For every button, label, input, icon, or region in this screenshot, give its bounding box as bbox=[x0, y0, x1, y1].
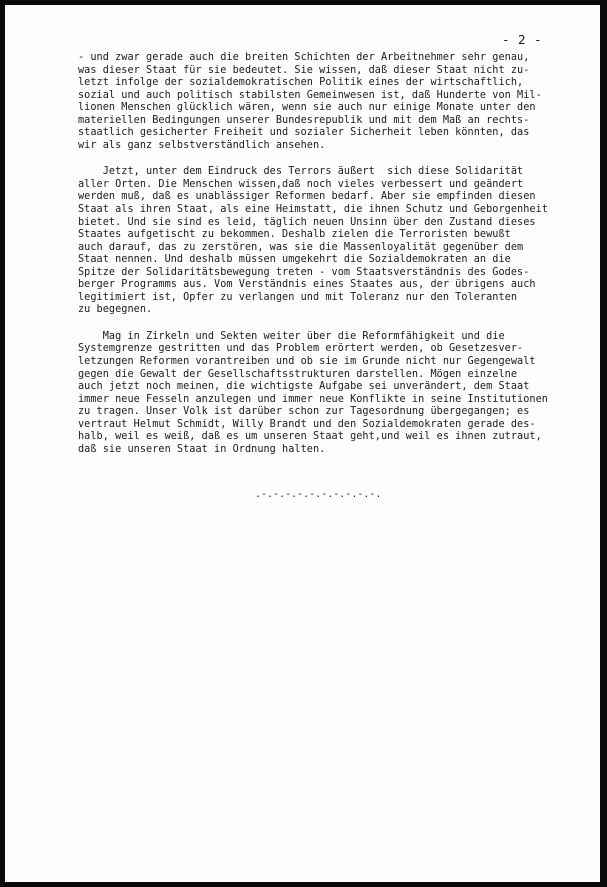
text-line: Spitze der Solidaritätsbewegung treten - vom Staatsverständnis des Godes- bbox=[78, 266, 530, 278]
text-line: Jetzt, unter dem Eindruck des Terrors äußert sich diese Solidarität bbox=[78, 166, 524, 178]
text-line: auch jetzt noch meinen, die wichtigste Aufgabe sei unverändert, dem Staat bbox=[78, 381, 530, 393]
text-line: wir als ganz selbstverständlich ansehen. bbox=[78, 139, 326, 151]
paragraph-3 bbox=[78, 331, 578, 456]
text-line: letzungen Reformen vorantreiben und ob sie im Grunde nicht nur Gegengewalt bbox=[78, 356, 536, 368]
text-line: immer neue Fesseln anzulegen und immer neue Konflikte in seine Institutionen bbox=[78, 393, 548, 405]
end-ornament: .-.-.-.-.-.-.-.-.-.-. bbox=[255, 489, 382, 500]
text-line: berger Programms aus. Vom Verständnis eines Staates aus, der übrigens auch bbox=[78, 279, 536, 291]
text-line: zu tragen. Unser Volk ist darüber schon zur Tagesordnung übergegangen; es bbox=[78, 406, 530, 418]
text-line: was dieser Staat für sie bedeutet. Sie wissen, daß dieser Staat nicht zu- bbox=[78, 64, 530, 76]
text-line: Staates aufgetischt zu bekommen. Deshalb zielen die Terroristen bewußt bbox=[78, 229, 511, 241]
text-line: vertraut Helmut Schmidt, Willy Brandt und den Sozialdemokraten gerade des- bbox=[78, 418, 536, 430]
text-line: halb, weil es weiß, daß es um unseren Staat geht,und weil es ihnen zutraut, bbox=[78, 431, 542, 443]
text-line: aller Orten. Die Menschen wissen,daß noch vieles verbessert und geändert bbox=[78, 178, 524, 190]
text-line: letzt infolge der sozialdemokratischen Politik eines der wirtschaftlich, bbox=[78, 77, 524, 89]
page-number: - 2 - bbox=[502, 32, 543, 47]
text-line: Mag in Zirkeln und Sekten weiter über die Reformfähigkeit und die bbox=[78, 330, 505, 342]
text-line: werden muß, daß es unablässiger Reformen bedarf. Aber sie empfinden diesen bbox=[78, 191, 536, 203]
text-line: daß sie unseren Staat in Ordnung halten. bbox=[78, 443, 326, 455]
text-line: staatlich gesicherter Freiheit und sozialer Sicherheit leben könnten, das bbox=[78, 127, 530, 139]
text-line: bietet. Und sie sind es leid, täglich neuen Unsinn über den Zustand dieses bbox=[78, 216, 536, 228]
paragraph-1 bbox=[78, 52, 578, 152]
text-line: Staat als ihren Staat, als eine Heimstatt, die ihnen Schutz und Geborgenheit bbox=[78, 204, 548, 216]
text-line: lionen Menschen glücklich wären, wenn sie auch nur einige Monate unter den bbox=[78, 102, 536, 114]
document-page bbox=[5, 5, 600, 882]
text-line: materiellen Bedingungen unserer Bundesrepublik und mit dem Maß an rechts- bbox=[78, 114, 530, 126]
paragraph-2 bbox=[78, 166, 578, 317]
text-line: Systemgrenze gestritten und das Problem erörtert werden, ob Gesetzesver- bbox=[78, 343, 524, 355]
text-line: gegen die Gewalt der Gesellschaftsstrukturen darstellen. Mögen einzelne bbox=[78, 368, 518, 380]
text-line: auch darauf, das zu zerstören, was sie die Massenloyalität gegenüber dem bbox=[78, 241, 524, 253]
text-line: Staat nennen. Und deshalb müssen umgekehrt die Sozialdemokraten an die bbox=[78, 254, 511, 266]
text-line: zu begegnen. bbox=[78, 304, 153, 316]
text-line: - und zwar gerade auch die breiten Schichten der Arbeitnehmer sehr genau, bbox=[78, 52, 530, 63]
text-line: sozial und auch politisch stabilsten Gemeinwesen ist, daß Hunderte von Mil- bbox=[78, 89, 542, 101]
body-text bbox=[78, 52, 578, 470]
text-line: legitimiert ist, Opfer zu verlangen und mit Toleranz nur den Toleranten bbox=[78, 291, 518, 303]
